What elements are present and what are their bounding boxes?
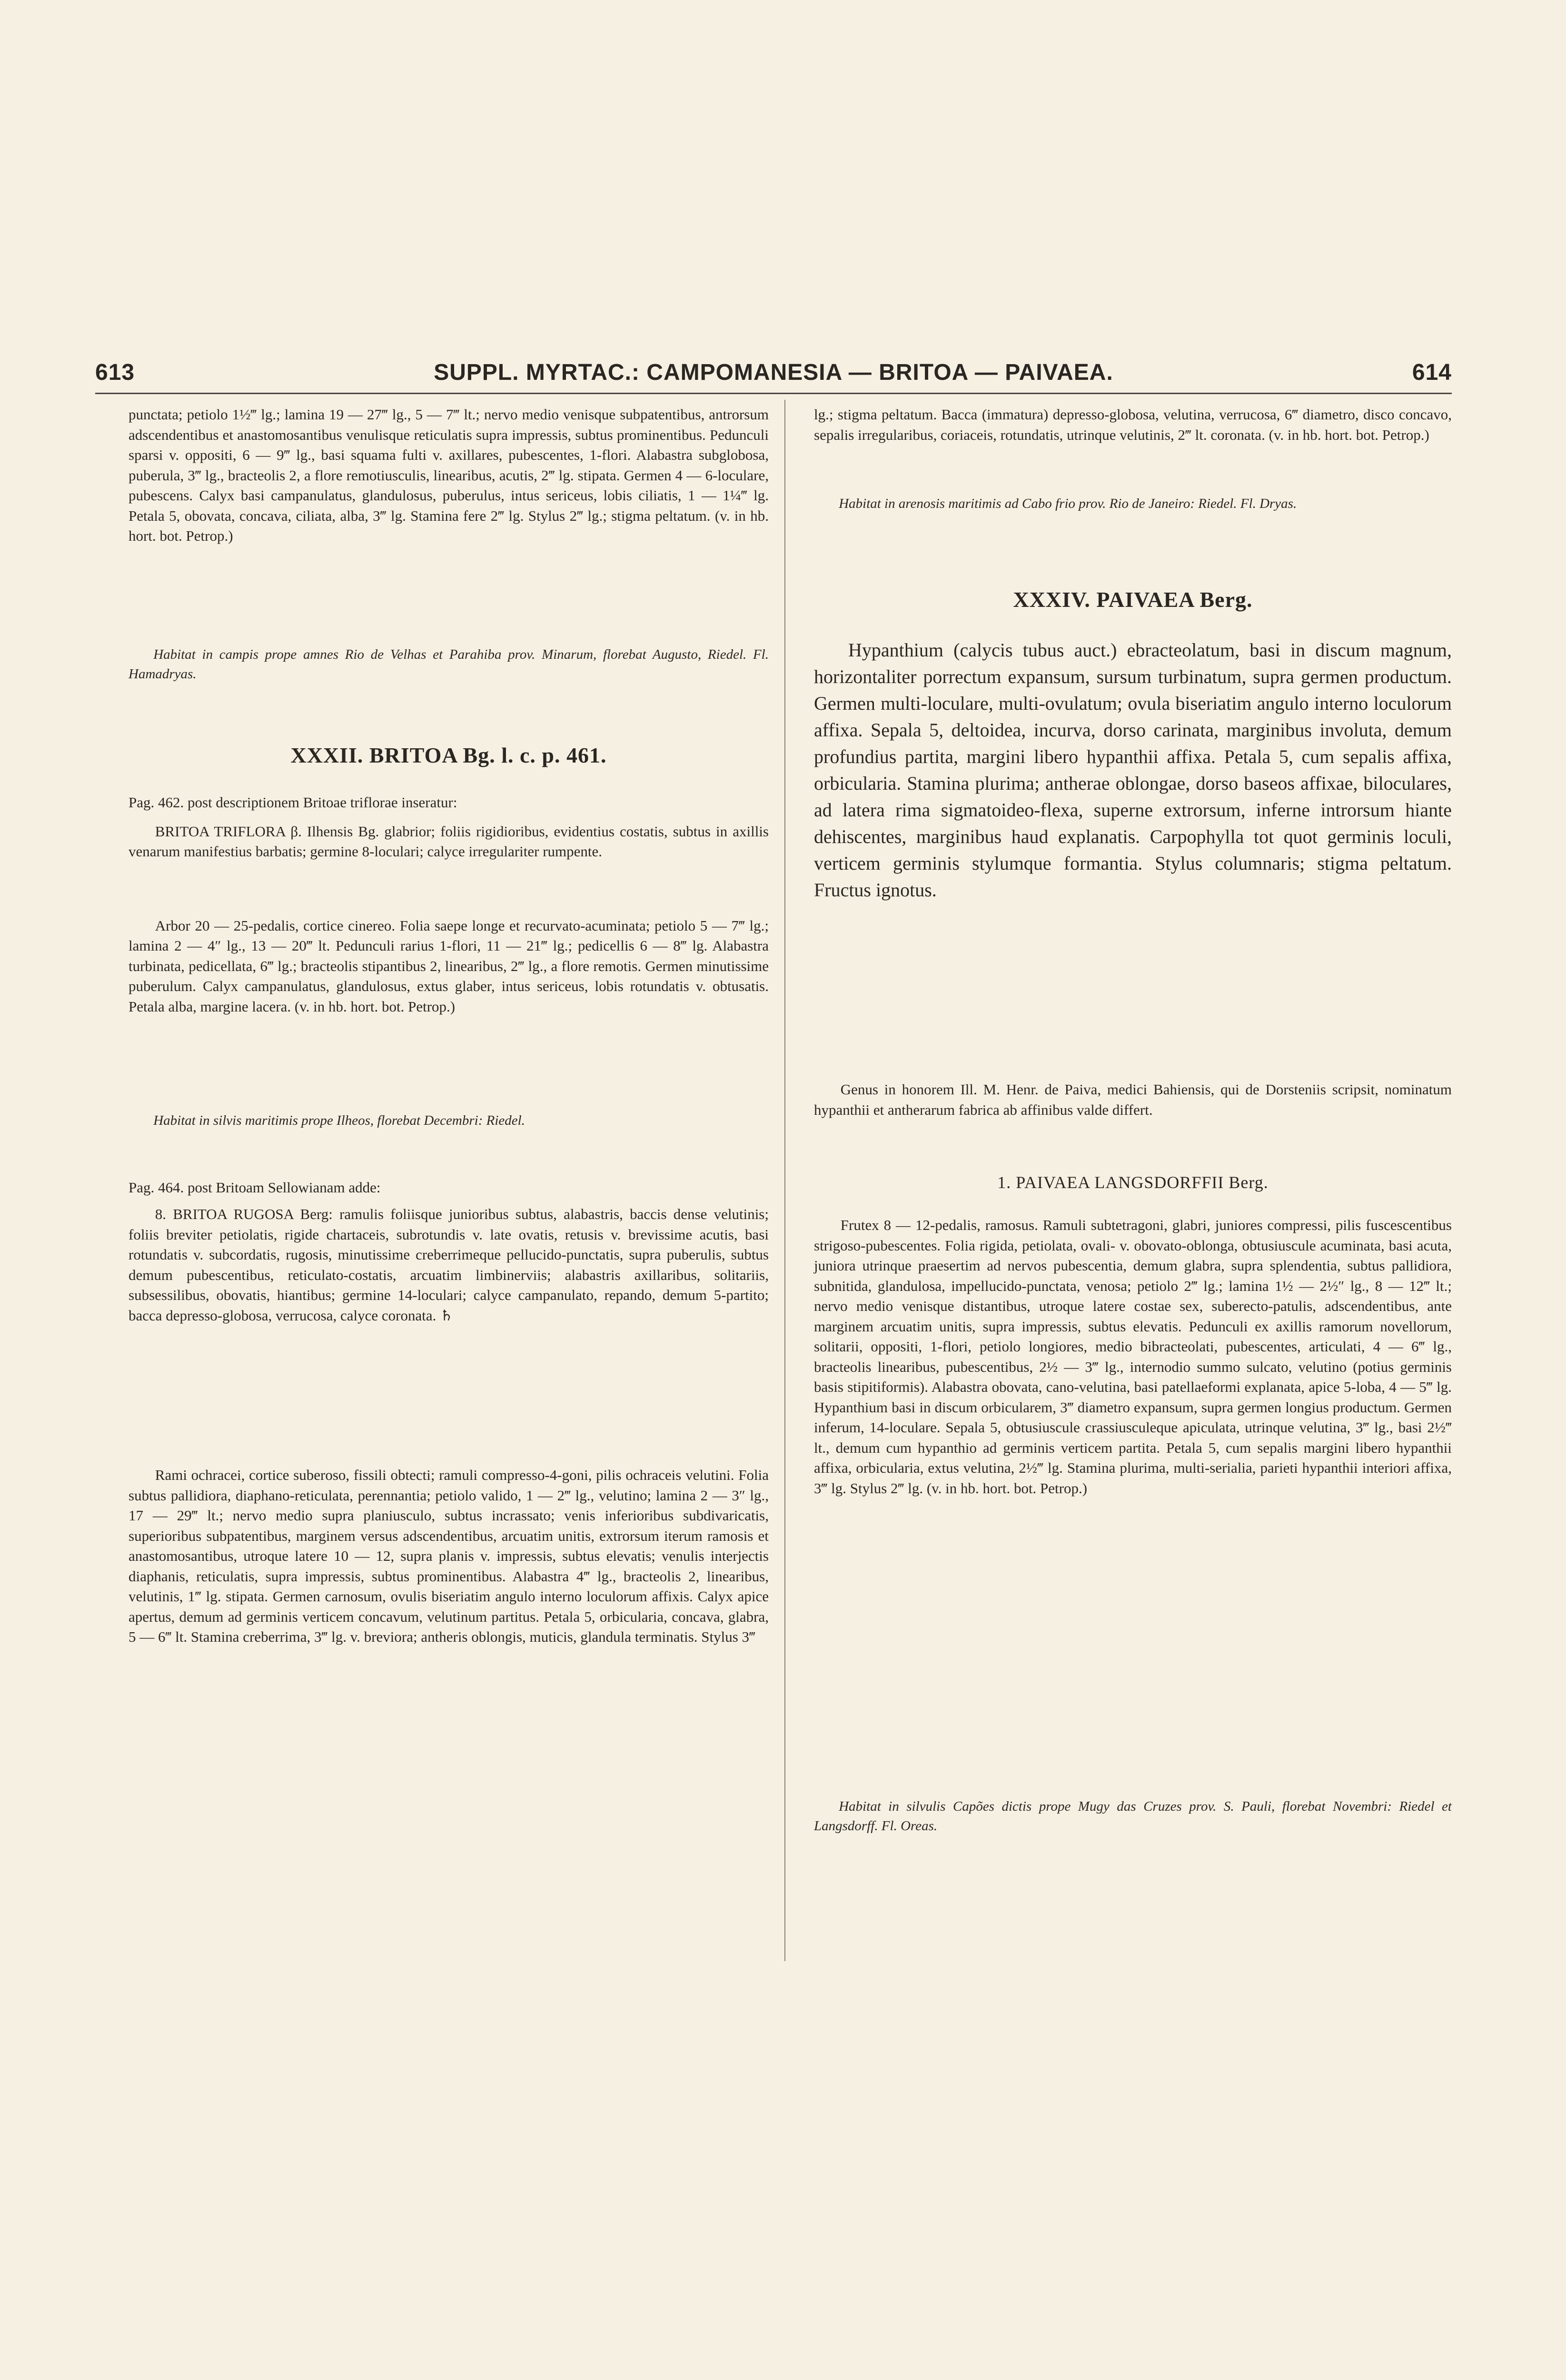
variety-beta-description: BRITOA TRIFLORA β. Ilhensis Bg. glabrior; foliis rigidioribus, evidentius costatis, subtus in axillis venarum manifestius barbatis; germine 8-loculari; calyce irregulariter rumpente. (129, 823, 769, 860)
right-column (814, 405, 1452, 1836)
left-column (129, 405, 769, 1647)
britoa-rugosa-diagnosis: 8. BRITOA RUGOSA Berg: ramulis foliisque junioribus subtus, alabastris, baccis dense velutinis; foliis breviter petiolatis, rigide chartaceis, subrotundis v. late ovatis, retusis v. brevissime acutis, basi rotundatis v. subcordatis, rugosis, minutissime creberrimeque pellucido-punctatis, supra puberulis, subtus demum pubescentibus, reticulato-costatis, arcuatim limbinerviis; alabastris axillaribus, solitariis, subsessilibus, obovatis, hiantibus; germine 14-loculari; calyce campanulato, repando, demum 5-partito; bacca depresso-globosa, verrucosa, calyce coronata. ♄ (129, 1206, 769, 1324)
paivaea-langsdorffii-description: Frutex 8 — 12-pedalis, ramosus. Ramuli subtetragoni, glabri, juniores compressi, pilis fuscescentibus strigoso-pubescentes. Folia rigida, petiolata, ovali- v. obovato-oblonga, obtusiuscule acuminata, basi acuta, juniora utrinque praesertim ad nervos pubescentia, demum glabra, supra splendentia, subtus pallidiora, subnitida, glandulosa, impellucido-punctata, venosa; petiolo 2‴ lg.; lamina 1½ — 2½″ lg., 8 — 12‴ lt.; nervo medio venisque distantibus, utroque latere costae sex, suberecto-patulis, adscendentibus, ante marginem arcuatim unitis, supra impressis, subtus elevatis. Pedunculi ex axillis ramorum novellorum, solitarii, oppositi, 1-flori, petiolo longiores, medio bibracteolati, pubescentes, articulati, 4 — 6‴ lg., bracteolis linearibus, pubescentibus, 2½ — 3‴ lg., internodio summo sulcato, velutino (potius germinis basis stipitiformis). Alabastra obovata, cano-velutina, basi patellaeformi explanata, apice 5-loba, 4 — 5‴ lg. Hypanthium basi in discum orbicularem, 3‴ diametro expansum, supra germen longius productum. Germen inferum, 14-loculare. Sepala 5, obtusiuscule crassiusculeque apiculata, utrinque velutina, 3‴ lg., basi 2½‴ lt., demum cum hypanthio ad germinis verticem partita. Petala 5, cum sepalis margini libero hypanthii affixa, orbicularia, extus velutina, 2½‴ lg. Stamina plurima, multi-serialia, parieti hypanthii interiori affixa, 3‴ lg. Stylus 2‴ lg. (v. in hb. hort. bot. Petrop.) (814, 1217, 1452, 1497)
pag-464-note: Pag. 464. post Britoam Sellowianam adde: (129, 1179, 381, 1196)
species-title-paivaea-langsdorffii: 1. PAIVAEA LANGSDORFFII Berg. (997, 1173, 1269, 1192)
running-title: SUPPL. MYRTAC.: CAMPOMANESIA — BRITOA — PAIVAEA. (434, 360, 1113, 385)
britoa-rugosa-description: Rami ochracei, cortice suberoso, fissili obtecti; ramuli compresso-4-goni, pilis ochraceis velutini. Folia subtus pallidiora, diaphano-reticulata, perennantia; petiolo valido, 1 — 2‴ lg., velutino; lamina 2 — 3″ lg., 17 — 29‴ lt.; nervo medio supra planiusculo, subtus incrassato; venis inferioribus subdivaricatis, superioribus subpatentibus, marginem versus adscendentibus, arcuatim unitis, extrorsum iterum ramosis et anastomosantibus, utroque latere 10 — 12, supra planis v. impressis, subtus elevatis; venulis interjectis diaphanis, reticulatis, supra impressis, subtus prominentibus. Alabastra 4‴ lg., bracteolis 2, linearibus, velutinis, 1‴ lg. stipata. Germen carnosum, ovulis biseriatim angulo interno loculorum affixis. Calyx apice apertus, demum ad germinis verticem concavum, velutinum partitus. Petala 5, orbicularia, concava, glabra, 5 — 6‴ lt. Stamina creberrima, 3‴ lg. v. breviora; antheris oblongis, muticis, glandula terminatis. Stylus 3‴ (129, 1467, 769, 1645)
section-title-paivaea: XXXIV. PAIVAEA Berg. (1013, 587, 1253, 612)
left-habitat-1: Habitat in campis prope amnes Rio de Velhas et Parahiba prov. Minarum, florebat Augusto, Riedel. Fl. Hamadryas. (129, 647, 769, 682)
arbor-description: Arbor 20 — 25-pedalis, cortice cinereo. Folia saepe longe et recurvato-acuminata; petiolo 5 — 7‴ lg.; lamina 2 — 4″ lg., 13 — 20‴ lt. Pedunculi rarius 1-flori, 11 — 21‴ lg.; pedicellis 6 — 8‴ lg. Alabastra turbinata, pedicellata, 6‴ lg.; bracteolis stipantibus 2, linearibus, 2‴ lg., a flore remotis. Germen minutissime puberulum. Calyx campanulatus, glandulosus, extus glaber, intus sericeus, lobis rotundatis v. obtusatis. Petala alba, margine lacera. (v. in hb. hort. bot. Petrop.) (129, 917, 769, 1015)
page-number-right: 614 (1412, 360, 1452, 385)
right-continuation-paragraph: lg.; stigma peltatum. Bacca (immatura) depresso-globosa, velutina, verrucosa, 6‴ diametro, disco concavo, sepalis irregularibus, coriaceis, rotundatis, utrinque velutinis, 2‴ lt. coronata. (v. in hb. hort. bot. Petrop.) (814, 406, 1452, 443)
right-habitat-2: Habitat in silvulis Capões dictis prope Mugy das Cruzes prov. S. Pauli, florebat Novembri: Riedel et Langsdorff. Fl. Oreas. (814, 1799, 1452, 1834)
page-header (95, 350, 1452, 394)
paivaea-genus-description: Hypanthium (calycis tubus auct.) ebracteolatum, basi in discum magnum, horizontaliter porrectum expansum, sursum turbinatum, supra germen productum. Germen multi-loculare, multi-ovulatum; ovula biseriatim angulo interno loculorum affixa. Sepala 5, deltoidea, incurva, dorso carinata, marginibus involuta, demum profundius partita, margini libero hypanthii affixa. Petala 5, cum sepalis affixa, orbicularia. Stamina plurima; antherae oblongae, dorso baseos affixae, biloculares, ad latera rima sigmatoideo-flexa, superne extrorsum, inferne introrsum hiante dehiscentes, marginibus haud explanatis. Carpophylla tot quot germinis loculi, verticem germinis stylumque formantia. Stylus columnaris; stigma peltatum. Fructus ignotus. (814, 639, 1452, 901)
paivaea-genus-note: Genus in honorem Ill. M. Henr. de Paiva, medici Bahiensis, qui de Dorsteniis scripsit, nominatum hypanthii et antherarum fabrica ab affinibus valde differt. (814, 1081, 1452, 1118)
right-habitat-1: Habitat in arenosis maritimis ad Cabo frio prov. Rio de Janeiro: Riedel. Fl. Dryas. (839, 496, 1297, 511)
column-divider (784, 400, 785, 1961)
pag-462-note: Pag. 462. post descriptionem Britoae triflorae inseratur: (129, 794, 457, 811)
left-habitat-2: Habitat in silvis maritimis prope Ilheos, florebat Decembri: Riedel. (153, 1112, 525, 1128)
left-continuation-paragraph: punctata; petiolo 1½‴ lg.; lamina 19 — 27‴ lg., 5 — 7‴ lt.; nervo medio venisque subpatentibus, antrorsum adscendentibus et anastomosantibus venulisque reticulatis supra impressis, subtus prominentibus. Pedunculi sparsi v. oppositi, 6 — 9‴ lg., basi squama fulti v. axillares, pubescentes, 1-flori. Alabastra subglobosa, puberula, 3‴ lg., bracteolis 2, a flore remotiusculis, linearibus, acutis, 2‴ lg. stipata. Germen 4 — 6-loculare, pubescens. Calyx basi campanulatus, glandulosus, puberulus, intus sericeus, lobis ciliatis, 1 — 1¼‴ lg. Petala 5, obovata, concava, ciliata, alba, 3‴ lg. Stamina fere 2‴ lg. Stylus 2‴ lg.; stigma peltatum. (v. in hb. hort. bot. Petrop.) (129, 406, 769, 544)
page-number-left: 613 (95, 360, 135, 385)
section-title-britoa: XXXII. BRITOA Bg. l. c. p. 461. (290, 743, 607, 767)
